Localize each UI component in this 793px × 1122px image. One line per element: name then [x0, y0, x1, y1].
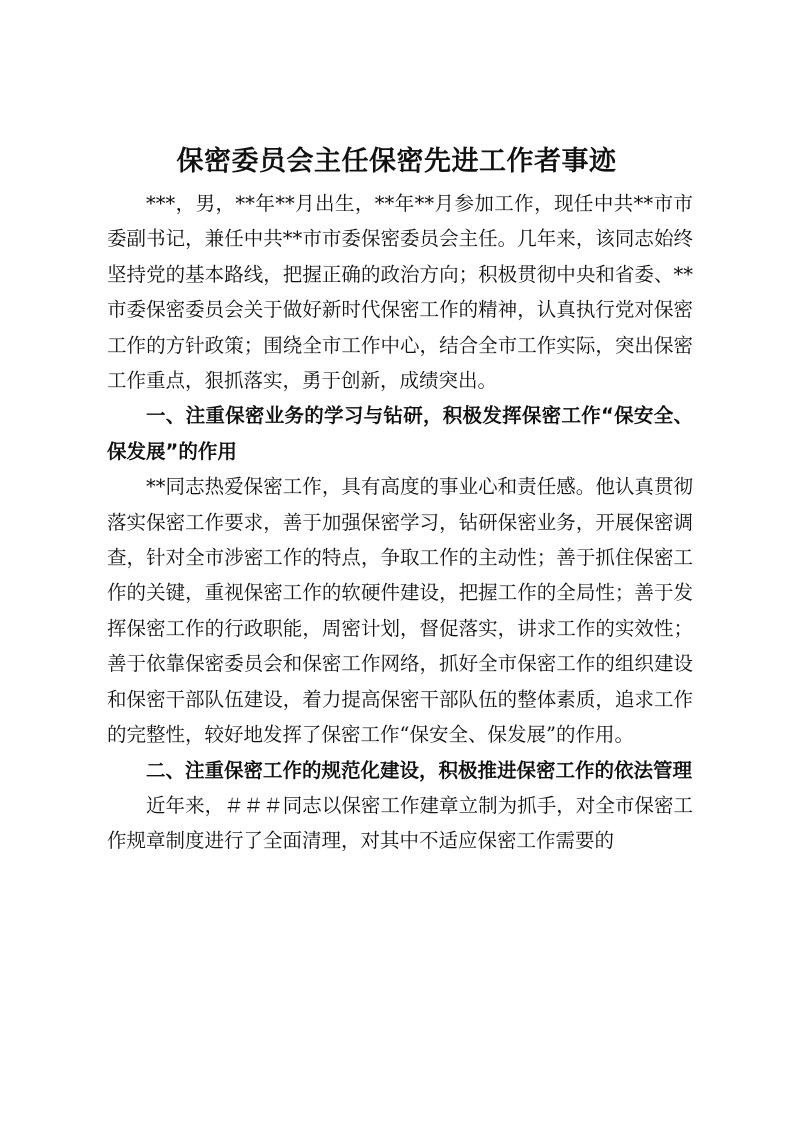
section-heading-2: 二、注重保密工作的规范化建设，积极推进保密工作的依法管理: [146, 758, 693, 782]
document-title: 保密委员会主任保密先进工作者事迹: [176, 146, 617, 177]
intro-paragraph: ***，男，**年**月出生，**年**月参加工作，现任中共**市市委副书记，兼任中共**市市委保密委员会主任。几年来，该同志始终坚持党的基本路线，把握正确的政治方向；积极贯彻中央和省委、**市委保密委员会关于做好新时代保密工作的精神，认真执行党对保密工作的方针政策；围绕全市工作中心，结合全市工作实际，突出保密工作重点，狠抓落实，勇于创新，成绩突出。: [107, 192, 693, 393]
section-1-paragraph: **同志热爱保密工作，具有高度的事业心和责任感。他认真贯彻落实保密工作要求，善于加强保密学习，钻研保密业务，开展保密调查，针对全市涉密工作的特点，争取工作的主动性；善于抓住保密工作的关键，重视保密工作的软硬件建设，把握工作的全局性；善于发挥保密工作的行政职能，周密计划，督促落实，讲求工作的实效性；善于依靠保密委员会和保密工作网络，抓好全市保密工作的组织建设和保密干部队伍建设，着力提高保密干部队伍的整体素质，追求工作的完整性，较好地发挥了保密工作“保安全、保发展”的作用。: [107, 475, 693, 747]
document-body: [107, 186, 693, 859]
section-2-paragraph: 近年来，＃＃＃同志以保密工作建章立制为抓手，对全市保密工作规章制度进行了全面清理，对其中不适应保密工作需要的: [107, 793, 693, 853]
section-heading-1: 一、注重保密业务的学习与钻研，积极发挥保密工作“保安全、保发展”的作用: [107, 404, 693, 463]
